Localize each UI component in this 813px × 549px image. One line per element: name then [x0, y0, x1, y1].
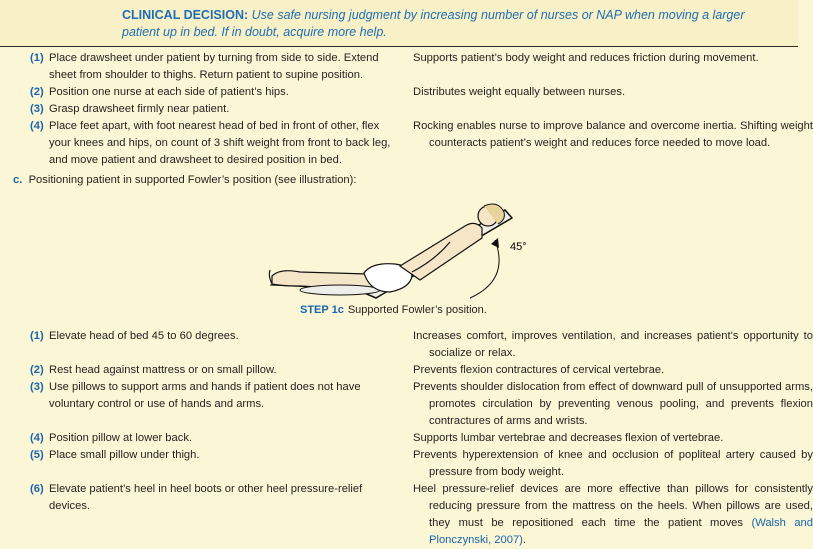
step-text: Elevate patient’s heel in heel boots or other heel pressure-relief devices. — [49, 483, 363, 512]
step-number: (1) — [30, 52, 44, 64]
step-text: Use pillows to support arms and hands if patient does not have voluntary control or use of hands and arms. — [49, 381, 361, 410]
caption-label: STEP 1c — [300, 304, 344, 316]
citation-link[interactable]: (Walsh and Plonczynski, 2007) — [429, 517, 813, 546]
rationale-text: Distributes weight equally between nurses. — [413, 86, 626, 98]
step-text: Position one nurse at each side of patient’s hips. — [49, 86, 289, 98]
rationale-text: Prevents shoulder dislocation from effect of downward pull of unsupported arms, promotes circulation by preventing venous pooling, and prevents flexion contractures of arms and wrists. — [413, 381, 813, 427]
step-text: Place small pillow under thigh. — [49, 449, 200, 461]
clinical-decision-text: CLINICAL DECISION: Use safe nursing judgment by increasing number of nurses or NAP when moving a larger patient up in bed. If in doubt, acquire more help. — [122, 8, 745, 39]
angle-label: 45° — [510, 241, 527, 253]
angle-arc — [470, 240, 499, 298]
step-number: (5) — [30, 449, 44, 461]
step-text: Elevate head of bed 45 to 60 degrees. — [49, 330, 239, 342]
step-number: (3) — [30, 381, 44, 393]
rationale-text: Supports lumbar vertebrae and decreases flexion of vertebrae. — [413, 432, 724, 444]
substep-letter: c. — [13, 174, 23, 186]
step-text: Place drawsheet under patient by turning from side to side. Extend sheet from shoulder to thighs. Return patient to supine position. — [49, 52, 379, 81]
step-number: (2) — [30, 364, 44, 376]
rationale-text: Heel pressure-relief devices are more effective than pillows for consistently reducing pressure from the mattress on the heels. When pillows are used, they must be repositioned each time the patient moves (Walsh and Plonczynski, 2007). — [413, 483, 813, 546]
step-text: Grasp drawsheet firmly near patient. — [49, 103, 230, 115]
step-number: (6) — [30, 483, 44, 495]
figure-caption — [300, 304, 487, 316]
thigh-pillow — [300, 285, 380, 295]
step-number: (4) — [30, 120, 44, 132]
rationale-text: Prevents hyperextension of knee and occlusion of popliteal artery caused by pressure from body weight. — [413, 449, 813, 478]
clinical-decision-box — [0, 0, 798, 47]
step-text: Rest head against mattress or on small pillow. — [49, 364, 277, 376]
rationale-text: Rocking enables nurse to improve balance and overcome inertia. Shifting weight counteracts patient’s weight and reduces force needed to move load. — [413, 120, 813, 149]
rationale-text: Supports patient’s body weight and reduces friction during movement. — [413, 52, 759, 64]
rationale-text: Increases comfort, improves ventilation, and increases patient’s opportunity to socialize or relax. — [413, 330, 813, 359]
rationale-text: Prevents flexion contractures of cervical vertebrae. — [413, 364, 665, 376]
substep-text: Positioning patient in supported Fowler’s position (see illustration): — [28, 174, 357, 186]
step-text: Position pillow at lower back. — [49, 432, 193, 444]
fowlers-position-illustration — [260, 180, 550, 305]
step-number: (3) — [30, 103, 44, 115]
angle-arrowhead — [491, 238, 499, 248]
caption-text: Supported Fowler’s position. — [347, 304, 487, 316]
step-number: (1) — [30, 330, 44, 342]
clinical-decision-label: CLINICAL DECISION: — [122, 8, 249, 22]
step-number: (2) — [30, 86, 44, 98]
step-text: Place feet apart, with foot nearest head of bed in front of other, flex your knees and hips, on count of 3 shift weight from front to back leg, and move patient and drawsheet to desired position in bed. — [49, 120, 391, 166]
step-number: (4) — [30, 432, 44, 444]
